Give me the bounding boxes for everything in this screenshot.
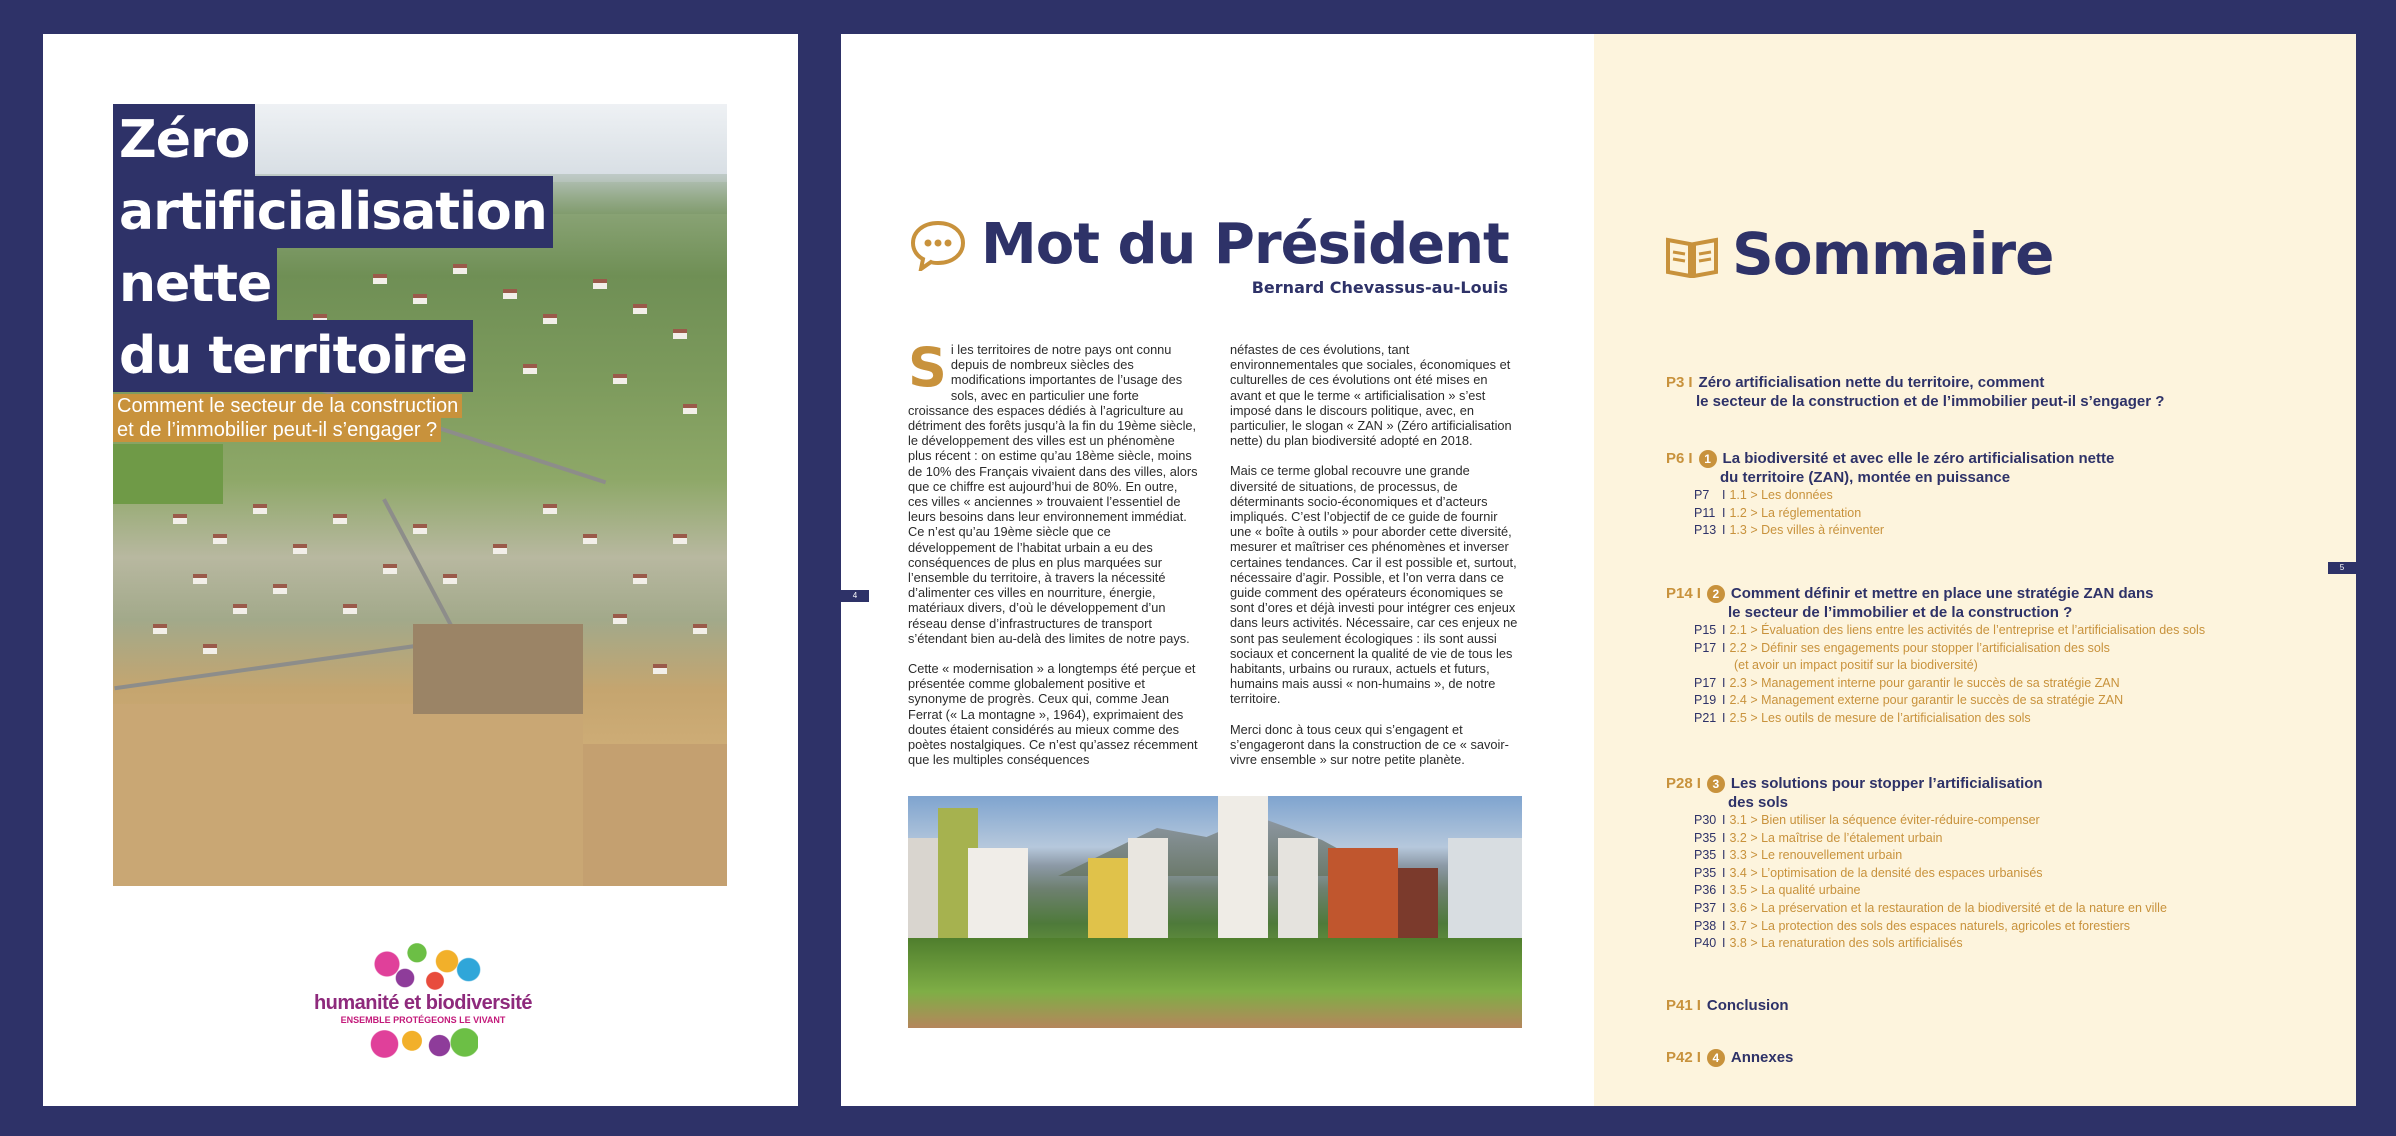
toc-subentry[interactable]: P19 I 2.4 > Management externe pour garantir le succès de sa stratégie ZAN [1694,693,2124,708]
toc-entry[interactable]: P3 I Zéro artificialisation nette du territoire, comment le secteur de la construction et de l’immobilier peut-il s’engager ? [1666,374,2165,410]
toc-subentry[interactable]: P36 I 3.5 > La qualité urbaine [1694,883,1861,898]
toc-subentry[interactable]: P7 I 1.1 > Les données [1694,488,1833,502]
toc-entry[interactable]: P42 I 4 Annexes [1666,1049,1794,1066]
toc-subentry[interactable]: P17 I 2.2 > Définir ses engagements pour stopper l’artificialisation des sols (et avoir un impact positif sur la biodiversité) [1694,640,2110,673]
chapter-badge: 2 [1707,585,1725,603]
toc-entry[interactable]: P14 I 2 Comment définir et mettre en place une stratégie ZAN dans le secteur de l’immobilier et de la construction ? P15 I 2.1 > Évaluation des liens entre les activités de l’entreprise et l’artificialisation des sols P17 I 2.2 > Définir ses engagements pour stopper l’artificialisation des sols (et avoir un impact positif sur la biodiversité) P17 I 2.3 > Management interne pour garantir le succès de sa stratégie ZAN P19 I 2.4 > Management externe pour garantir le succès de sa stratégie ZAN P21 I 2.5 > Les outils de mesure de l’artificialisation des sols [1666,584,2316,728]
open-book-icon [1666,234,1718,278]
humanite-biodiversite-logo [313,936,533,1060]
toc-subentry[interactable]: P30 I 3.1 > Bien utiliser la séquence éviter-réduire-compenser [1694,813,2040,827]
sommaire-page [1594,34,2356,1106]
logo-animals-top [363,936,483,992]
cover-title-line: Zéro [113,104,255,176]
speech-bubble-icon [909,219,967,271]
cover-title-line: artificialisation [113,176,553,248]
paragraph: Mais ce terme global recouvre une grande diversité de situations, de processus, de déterminants socio-économiques et d’acteurs impliqués. C’est l’objectif de ce guide de fournir une « boîte à outils » pour aborder cette diversité, mesurer et maîtriser ces phénomènes et inverser certaines tendances. Car il est possible et, surtout, nécessaire d’agir. Possible, et l’on verra dans ce guide comment des opérateurs économiques se sont d’ores et déjà investi pour intégrer ces enjeux dans leurs activités. Nécessaire, car ces enjeux ne sont pas seulement écologiques : ils sont aussi sociaux et concernent la qualité de vie de tous les habitants, urbains ou ruraux, actuels et futurs, humains mais aussi « non-humains », de notre territoire. [1230,463,1518,707]
cover-subtitle-line: Comment le secteur de la construction [113,394,462,418]
page-number-left: 4 [841,590,869,602]
toc-entry[interactable]: P28 I 3 Les solutions pour stopper l’artificialisation des sols P30 I 3.1 > Bien utiliser la séquence éviter-réduire-compenser P35 I 3.2 > La maîtrise de l’étalement urbain P35 I 3.3 > Le renouvellement urbain P35 I 3.4 > L’optimisation de la densité des espaces urbanisés P36 I 3.5 > La qualité urbaine P37 I 3.6 > La préservation et la restauration de la biodiversité et de la nature en ville P38 I 3.7 > La protection des sols des espaces naturels, agricoles et forestiers P40 I 3.8 > La renaturation des sols artificialisés [1666,774,2316,953]
cover-page [43,34,798,1106]
toc-entry-title: Zéro artificialisation nette du territoire, comment [1698,374,2045,391]
text-column-right [1230,342,1520,782]
logo-tagline: ENSEMBLE PROTÉGEONS LE VIVANT [340,1015,506,1025]
cover-title [113,104,553,442]
chapter-badge: 1 [1699,450,1717,468]
toc-subentry[interactable]: P11 I 1.2 > La réglementation [1694,505,1862,520]
president-title: Mot du Président [981,212,1509,277]
toc-entry[interactable]: P41 I Conclusion [1666,997,1789,1014]
logo-animals-bottom [368,1028,478,1060]
toc-subentry[interactable]: P13 I 1.3 > Des villes à réinventer [1694,523,1885,538]
president-author: Bernard Chevassus-au-Louis [1251,278,1508,297]
paragraph: Merci donc à tous ceux qui s’engagent et s’engageront dans la construction de ce « savoir-vivre ensemble » sur notre petite planète. [1230,721,1509,768]
sommaire-title: Sommaire [1732,220,2054,288]
toc-entry[interactable]: P6 I 1 La biodiversité et avec elle le zéro artificialisation nette du territoire (ZAN), montée en puissance P7 I 1.1 > Les données P11 I 1.2 > La réglementation P13 I 1.3 > Des villes à réinventer [1666,449,2316,540]
toc-subentry[interactable]: P40 I 3.8 > La renaturation des sols artificialisés [1694,936,1963,951]
toc-subentry[interactable]: P35 I 3.3 > Le renouvellement urbain [1694,848,1903,863]
cover-title-line: du territoire [113,320,473,392]
cover-title-line: nette [113,248,277,320]
paragraph: Si les territoires de notre pays ont connu depuis de nombreux siècles des modifications importantes de l’usage des sols, avec en particulier une forte croissance des espaces dédiés à l’agriculture au détriment des forêts jusqu’à la fin du 19ème siècle, le développement des villes est un phénomène plus récent : on estime qu’au 18ème siècle, moins de 10% des Français vivaient dans des villes, alors que ce chiffre est aujourd’hui de 80%. En outre, ces villes « anciennes » trouvaient l’essentiel de leurs besoins dans leur environnement immédiat. Ce n’est qu’au 19ème siècle que ce développement de l’habitat urbain a eu des conséquences de plus en plus marquées sur l’ensemble du territoire, à travers la nécessité d’alimenter ces villes en nourriture, énergie, matériaux divers, d’où le développement d’un réseau dense d’infrastructures de transport s’étendant bien au-delà des limites de notre pays. [908,336,1198,646]
chapter-badge: 4 [1707,1049,1725,1067]
page-number-right: 5 [2328,562,2356,574]
president-page [841,34,1594,1106]
paragraph: néfastes de ces évolutions, tant environnementales que sociales, économiques et culturelles de ces évolutions ont été mises en avant et que le terme « artificialisation » s’est imposé dans le discours politique, avec, en particulier, le slogan « ZAN » (Zéro artificialisation nette) du plan biodiversité adopté en 2018. [1230,342,1512,449]
chapter-badge: 3 [1707,775,1725,793]
toc-subentry[interactable]: P35 I 3.4 > L’optimisation de la densité des espaces urbanisés [1694,865,2043,880]
toc-subentry[interactable]: P21 I 2.5 > Les outils de mesure de l’artificialisation des sols [1694,710,2031,725]
toc-subentry[interactable]: P15 I 2.1 > Évaluation des liens entre les activités de l’entreprise et l’artificialisation des sols [1694,623,2206,637]
toc-subentry[interactable]: P35 I 3.2 > La maîtrise de l’étalement urbain [1694,830,1943,845]
logo-name: humanité et biodiversité [313,992,533,1014]
paragraph: Cette « modernisation » a longtemps été perçue et présentée comme globalement positive et synonyme de progrès. Ceux qui, comme Jean Ferrat (« La montagne », 1964), exprimaient des doutes étaient considérés au mieux comme des poètes nostalgiques. Ce n’est qu’assez récemment que les multiples conséquences [908,661,1198,768]
text-column-left [908,336,1198,782]
toc-subentry[interactable]: P38 I 3.7 > La protection des sols des espaces naturels, agricoles et forestiers [1694,918,2131,933]
dropcap: S [908,336,947,399]
cover-subtitle-line: et de l’immobilier peut-il s’engager ? [113,418,441,442]
toc-subentry[interactable]: P17 I 2.3 > Management interne pour garantir le succès de sa stratégie ZAN [1694,675,2120,690]
urban-park-photo [908,796,1522,1028]
toc-subentry[interactable]: P37 I 3.6 > La préservation et la restauration de la biodiversité et de la nature en ville [1694,900,2167,915]
